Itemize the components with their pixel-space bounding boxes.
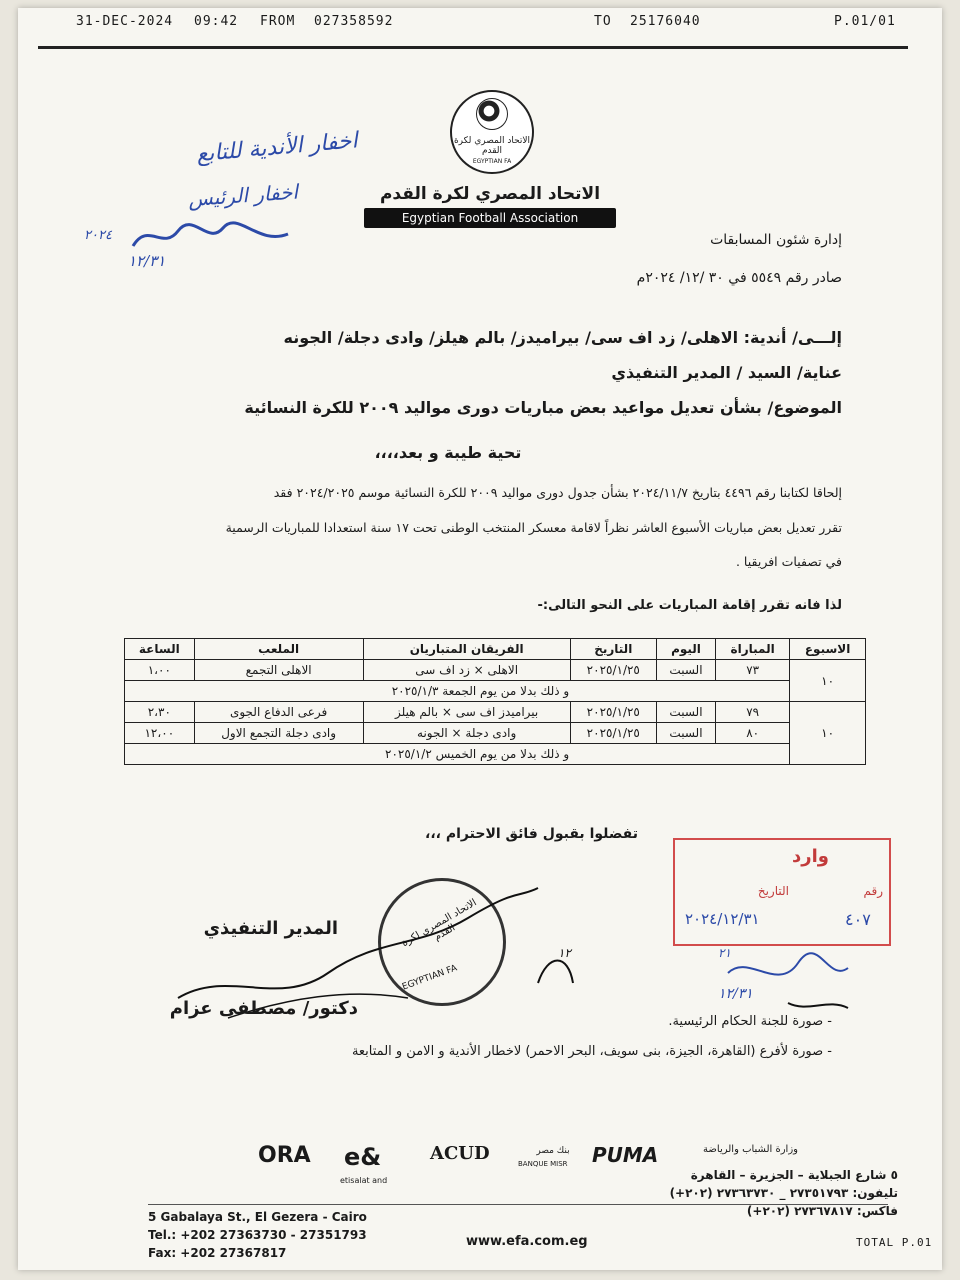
cell-date: ٢٠٢٥/١/٢٥ (570, 702, 656, 723)
handwritten-signature-top (128, 216, 298, 256)
fax-to-label: TO (594, 14, 612, 29)
footer-fax-en: Fax: +202 27367817 (148, 1246, 287, 1260)
logo-english-text: EGYPTIAN FA (472, 158, 512, 165)
cell-note: و ذلك بدلا من يوم الجمعة ٢٠٢٥/١/٣ (125, 681, 790, 702)
col-day: اليوم (656, 639, 715, 660)
cell-date: ٢٠٢٥/١/٢٥ (570, 723, 656, 744)
handwritten-date-bottom: ١٢/٣١ (128, 252, 166, 270)
hand-mark-2: ٢١ (718, 946, 731, 960)
cell-day: السبت (656, 702, 715, 723)
cell-week: ١٠ (790, 660, 866, 702)
cell-stadium: وادى دجلة التجمع الاول (194, 723, 363, 744)
stamp-date: ٢٠٢٤/١٢/٣١ (685, 910, 760, 928)
letter-attn: عناية/ السيد / المدير التنفيذي (611, 363, 842, 382)
table-note-row (125, 744, 866, 765)
closing: تفضلوا بقبول فائق الاحترام ،،، (425, 826, 638, 842)
body-line1: إلحاقا لكتابنا رقم ٤٤٩٦ بتاريخ ٢٠٢٤/١١/٧ بشأن جدول دورى مواليد ٢٠٠٩ للكرة النسائية موسم ٢٠٢٤/٢٠٢٥ فقد (273, 485, 842, 500)
sponsor-eand: e& (344, 1143, 382, 1171)
col-stadium: الملعب (194, 639, 363, 660)
cell-day: السبت (656, 660, 715, 681)
cell-time: ٢،٣٠ (125, 702, 195, 723)
handwritten-date-top: ٢٠٢٤ (84, 228, 112, 243)
cell-match: ٧٩ (716, 702, 790, 723)
sponsor-etisalat-caption: etisalat and (340, 1176, 388, 1185)
football-icon (476, 98, 508, 130)
fax-from-number: 027358592 (314, 14, 394, 29)
fax-from-label: FROM (260, 14, 296, 29)
table-row (125, 723, 866, 744)
sponsor-puma: PUMA (592, 1143, 659, 1167)
body-line4: لذا فانه تقرر إقامة المباريات على النحو التالى:- (537, 598, 842, 613)
issue-number: صادر رقم ٥٥٤٩ في ٣٠ /١٢/ ٢٠٢٤م (636, 270, 842, 286)
sponsor-acud: ACUD (430, 1143, 490, 1164)
fax-to-number: 25176040 (630, 14, 701, 29)
footer-address-ar: ٥ شارع الجبلاية – الجزيرة – القاهرة (690, 1168, 898, 1182)
sponsor-ora: ORA (258, 1143, 311, 1168)
round-stamp-english: EGYPTIAN FA (401, 963, 459, 993)
hand-mark-1: ١٢ (558, 946, 571, 960)
department: إدارة شئون المسابقات (710, 232, 842, 248)
sponsor-banque-misr: BANQUE MISR (518, 1160, 568, 1168)
letter-to: إلـــى/ أندية: الاهلى/ زد اف سى/ بيراميدز/ بالم هيلز/ وادى دجلة/ الجونه (283, 328, 842, 347)
sponsor-banque-misr-ar: بنك مصر (536, 1146, 570, 1156)
signature-name: دكتور/ مصطفى عزام (169, 998, 358, 1019)
col-teams: الفريقان المتباريان (363, 639, 570, 660)
stamp-date-label: التاريخ (757, 884, 789, 898)
stamp-number-label: رقم (863, 884, 883, 898)
letter-greeting: تحية طيبة و بعد،،،، (374, 443, 522, 462)
table-row (125, 660, 866, 681)
col-week: الاسبوع (790, 639, 866, 660)
cell-time: ١،٠٠ (125, 660, 195, 681)
table-row (125, 702, 866, 723)
footer-fax-ar: فاكس: ٢٧٣٦٧٨١٧ (٢٠٢+) (746, 1204, 898, 1218)
cell-note: و ذلك بدلا من يوم الخميس ٢٠٢٥/١/٢ (125, 744, 790, 765)
efa-name-english: Egyptian Football Association (364, 208, 616, 228)
col-match: المباراة (716, 639, 790, 660)
efa-name-arabic: الاتحاد المصري لكرة القدم (379, 184, 601, 204)
copy-line-2: - صورة لأفرع (القاهرة، الجيزة، بنى سويف، البحر الاحمر) لاخطار الأندية و الامن و المتابعة (351, 1044, 832, 1059)
table-note-row (125, 681, 866, 702)
schedule-table (124, 638, 866, 765)
cell-day: السبت (656, 723, 715, 744)
fax-page: P.01/01 (834, 14, 896, 29)
letter-subject: الموضوع/ بشأن تعديل مواعيد بعض مباريات دورى مواليد ٢٠٠٩ للكرة النسائية (244, 398, 842, 417)
col-date: التاريخ (570, 639, 656, 660)
fax-total: TOTAL P.01 (856, 1236, 933, 1249)
footer-tel-en: Tel.: +202 27363730 - 27351793 (148, 1228, 367, 1242)
body-line2: تقرر تعديل بعض مباريات الأسبوع العاشر نظراً لاقامة معسكر المنتخب الوطنى تحت ١٧ سنة استعدادا للمباريات الرسمية (225, 520, 842, 535)
hand-mark-3: ١٢/٣١ (718, 986, 753, 1002)
handwritten-note-line1: اخفار الأندية للتابع (195, 128, 359, 168)
stamp-title: وارد (792, 846, 829, 867)
cell-date: ٢٠٢٥/١/٢٥ (570, 660, 656, 681)
incoming-stamp (673, 838, 891, 946)
cell-match: ٧٣ (716, 660, 790, 681)
cell-teams: بيراميدز اف سى × بالم هيلز (363, 702, 570, 723)
cell-time: ١٢،٠٠ (125, 723, 195, 744)
stamp-number: ٤٠٧ (845, 910, 871, 929)
cell-match: ٨٠ (716, 723, 790, 744)
cell-stadium: فرعى الدفاع الجوى (194, 702, 363, 723)
cell-teams: وادى دجلة × الجونه (363, 723, 570, 744)
sponsor-ministry: وزارة الشباب والرياضة (703, 1144, 798, 1155)
signature-title: المدير التنفيذي (203, 918, 338, 939)
fax-time: 09:42 (194, 14, 239, 29)
cell-teams: الاهلى × زد اف سى (363, 660, 570, 681)
footer-website: www.efa.com.eg (466, 1234, 588, 1249)
col-time: الساعة (125, 639, 195, 660)
cell-stadium: الاهلى التجمع (194, 660, 363, 681)
footer-address-en: 5 Gabalaya St., El Gezera - Cairo (148, 1210, 367, 1224)
handwritten-note-line2: اخفار الرئيس (187, 179, 299, 212)
table-header-row (125, 639, 866, 660)
body-line3: في تصفيات افريقيا . (735, 554, 842, 569)
fax-rule (38, 38, 908, 49)
footer-tel-ar: تليفون: ٢٧٣٥١٧٩٣ _ ٢٧٣٦٣٧٣٠ (٢٠٢+) (669, 1186, 898, 1200)
fax-date: 31-DEC-2024 (76, 14, 174, 29)
logo-arabic-text: الاتحاد المصري لكرة القدم (453, 136, 531, 156)
efa-logo (450, 90, 534, 174)
fax-document (18, 8, 942, 1270)
copy-line-1: - صورة للجنة الحكام الرئيسية. (668, 1014, 832, 1029)
round-stamp-arabic: الاتحاد المصري لكرة القدم (399, 897, 479, 950)
cell-week: ١٠ (790, 702, 866, 765)
